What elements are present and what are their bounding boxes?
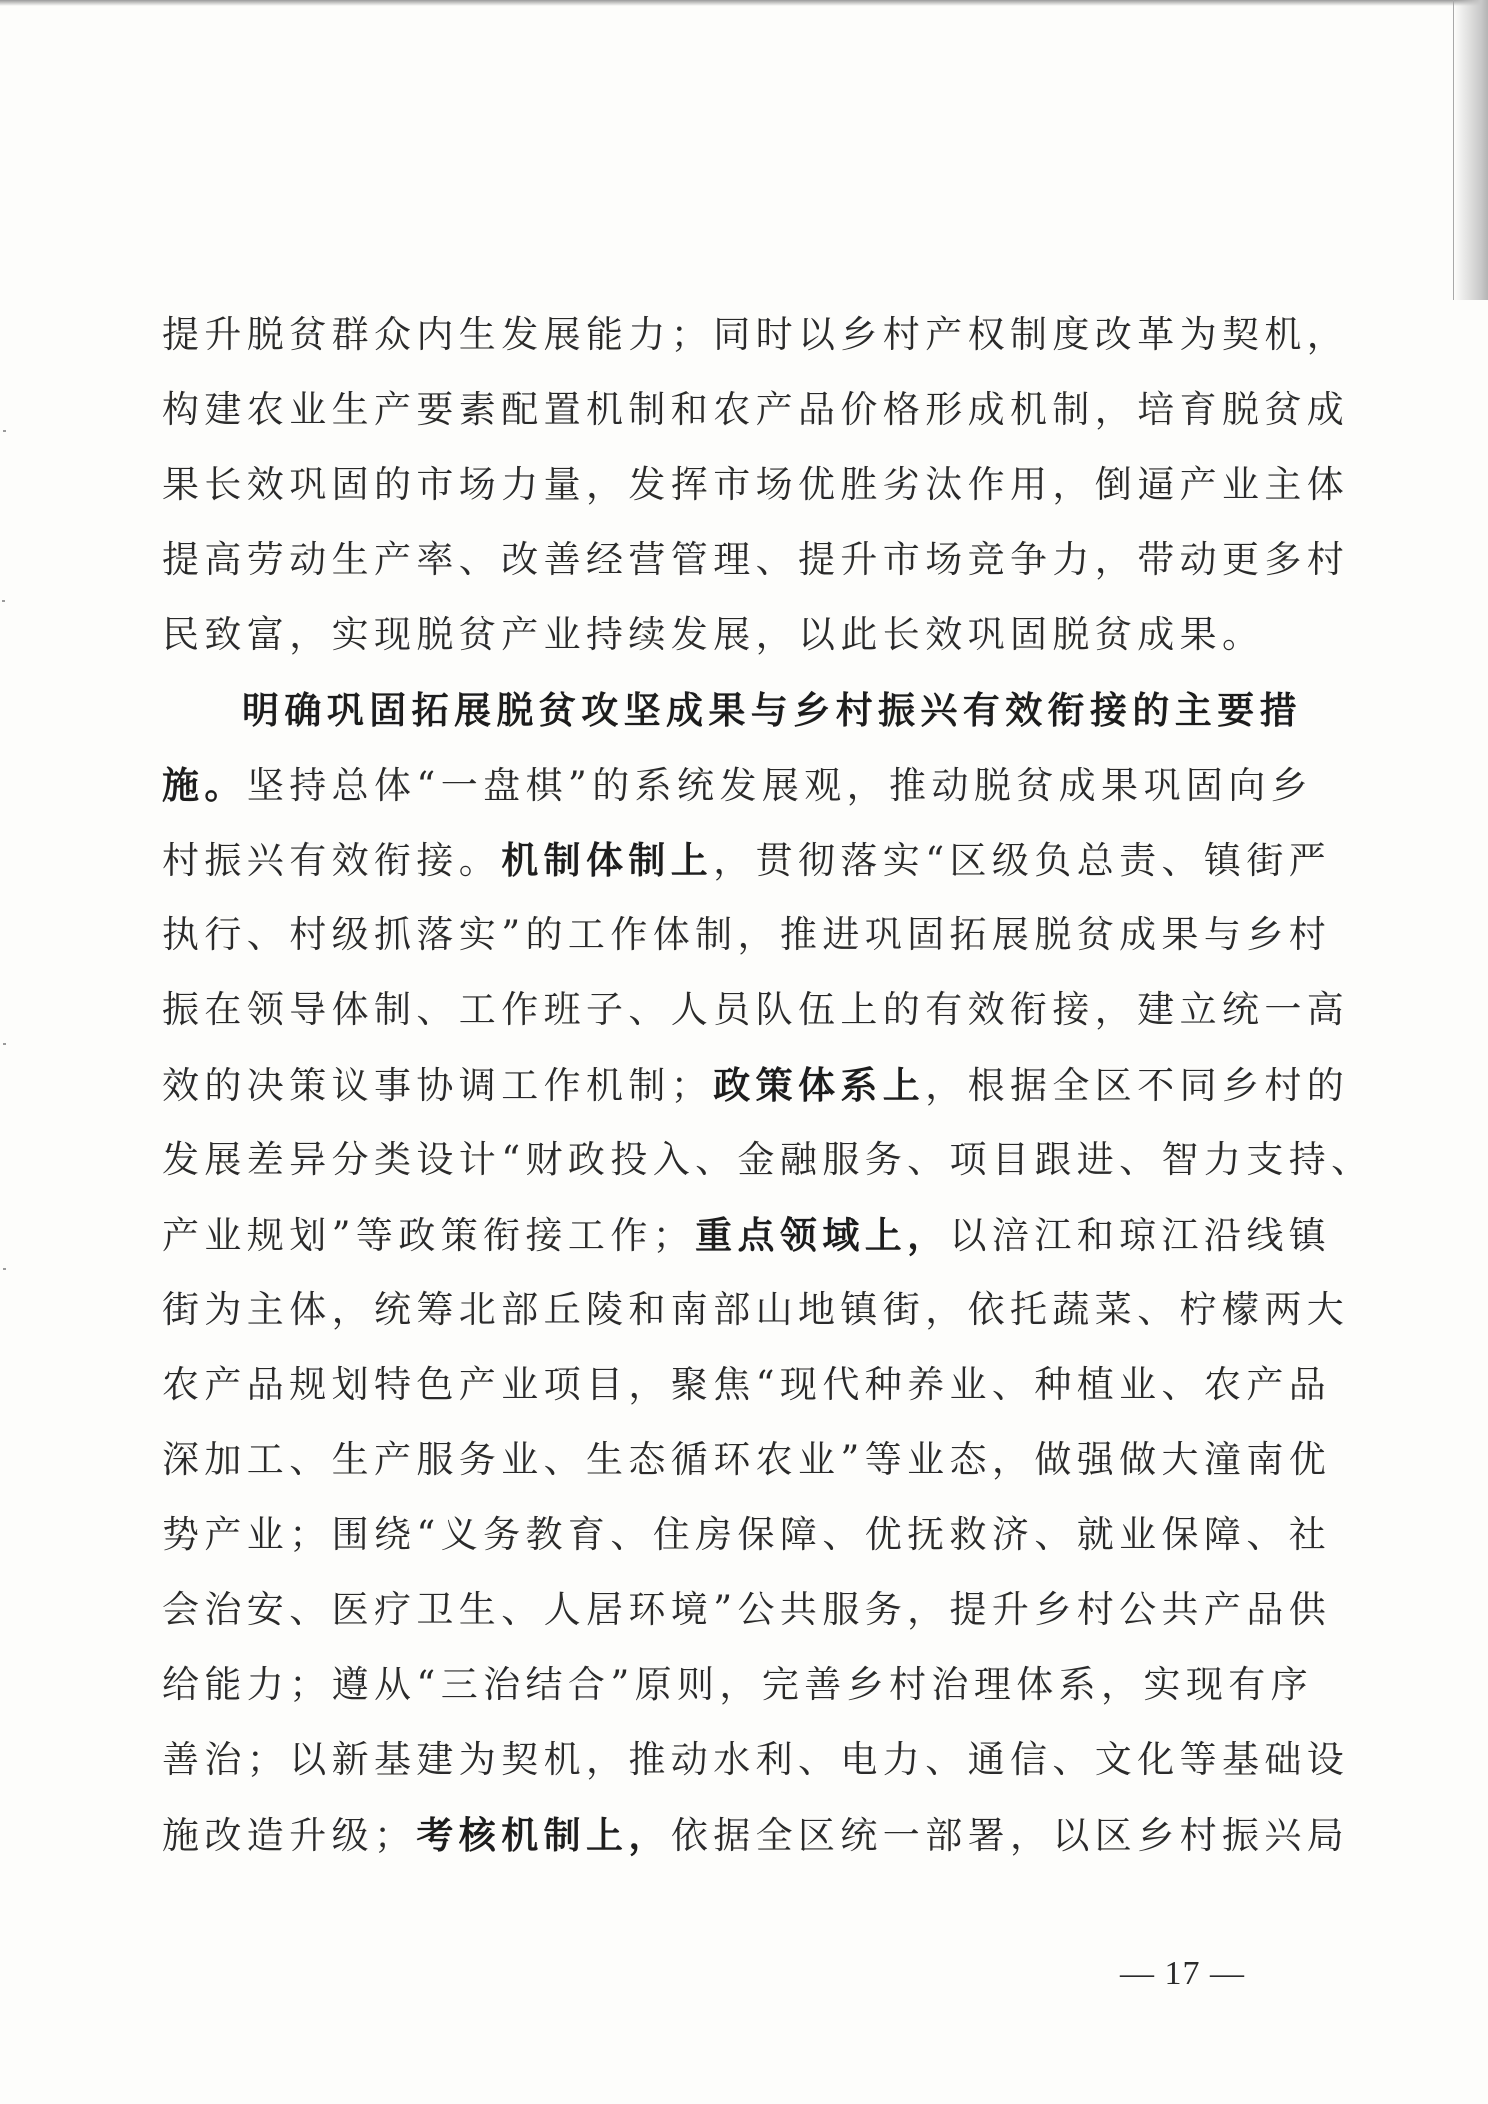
text-line: 深加工、生产服务业、生态循环农业”等业态，做强做大潼南优: [162, 1438, 1332, 1481]
text-line: 施改造升级；考核机制上，依据全区统一部署，以区乡村振兴局: [162, 1813, 1350, 1857]
section-heading: 明确巩固拓展脱贫攻坚成果与乡村振兴有效衔接的主要措: [242, 688, 1302, 732]
text-line: 提高劳动生产率、改善经营管理、提升市场竞争力，带动更多村: [162, 538, 1350, 581]
text-line: 发展差异分类设计“财政投入、金融服务、项目跟进、智力支持、: [162, 1138, 1374, 1181]
text-line: 果长效巩固的市场力量，发挥市场优胜劣汰作用，倒逼产业主体: [162, 463, 1350, 506]
scan-mark: [3, 1268, 6, 1270]
text-line: 街为主体，统筹北部丘陵和南部山地镇街，依托蔬菜、柠檬两大: [162, 1288, 1350, 1331]
text-line: 效的决策议事协调工作机制；政策体系上，根据全区不同乡村的: [162, 1063, 1350, 1107]
scan-mark: [3, 430, 6, 432]
scan-corner: [1453, 0, 1488, 300]
subheading-key-areas: 重点领域上，: [695, 1213, 950, 1257]
text-line: 构建农业生产要素配置机制和农产品价格形成机制，培育脱贫成: [162, 388, 1350, 431]
scan-mark: [2, 600, 5, 602]
heading-end: 施。: [162, 763, 247, 807]
text-line: 民致富，实现脱贫产业持续发展，以此长效巩固脱贫成果。: [162, 613, 1265, 656]
subheading-policy: 政策体系上: [713, 1063, 926, 1107]
text-line: 提升脱贫群众内生发展能力；同时以乡村产权制度改革为契机，: [162, 313, 1350, 356]
text-line: 振在领导体制、工作班子、人员队伍上的有效衔接，建立统一高: [162, 988, 1350, 1031]
text-line: 产业规划”等政策衔接工作；重点领域上，以涪江和琼江沿线镇: [162, 1213, 1332, 1257]
text-line: 会治安、医疗卫生、人居环境”公共服务，提升乡村公共产品供: [162, 1588, 1332, 1631]
scan-mark: [3, 1043, 6, 1045]
text-line: 善治；以新基建为契机，推动水利、电力、通信、文化等基础设: [162, 1738, 1350, 1781]
text-line: 施。坚持总体“一盘棋”的系统发展观，推动脱贫成果巩固向乡: [162, 763, 1314, 807]
page-number: — 17 —: [1120, 1955, 1245, 1992]
scan-edge: [0, 0, 1488, 6]
text-line: 执行、村级抓落实”的工作体制，推进巩固拓展脱贫成果与乡村: [162, 913, 1332, 956]
text-line: 给能力；遵从“三治结合”原则，完善乡村治理体系，实现有序: [162, 1663, 1314, 1706]
text-line: 村振兴有效衔接。机制体制上，贯彻落实“区级负总责、镇街严: [162, 838, 1332, 882]
subheading-mechanism: 机制体制上: [501, 838, 714, 882]
text-line: 势产业；围绕“义务教育、住房保障、优抚救济、就业保障、社: [162, 1513, 1332, 1556]
subheading-assessment: 考核机制上，: [416, 1813, 671, 1857]
text-line: 农产品规划特色产业项目，聚焦“现代种养业、种植业、农产品: [162, 1363, 1332, 1406]
